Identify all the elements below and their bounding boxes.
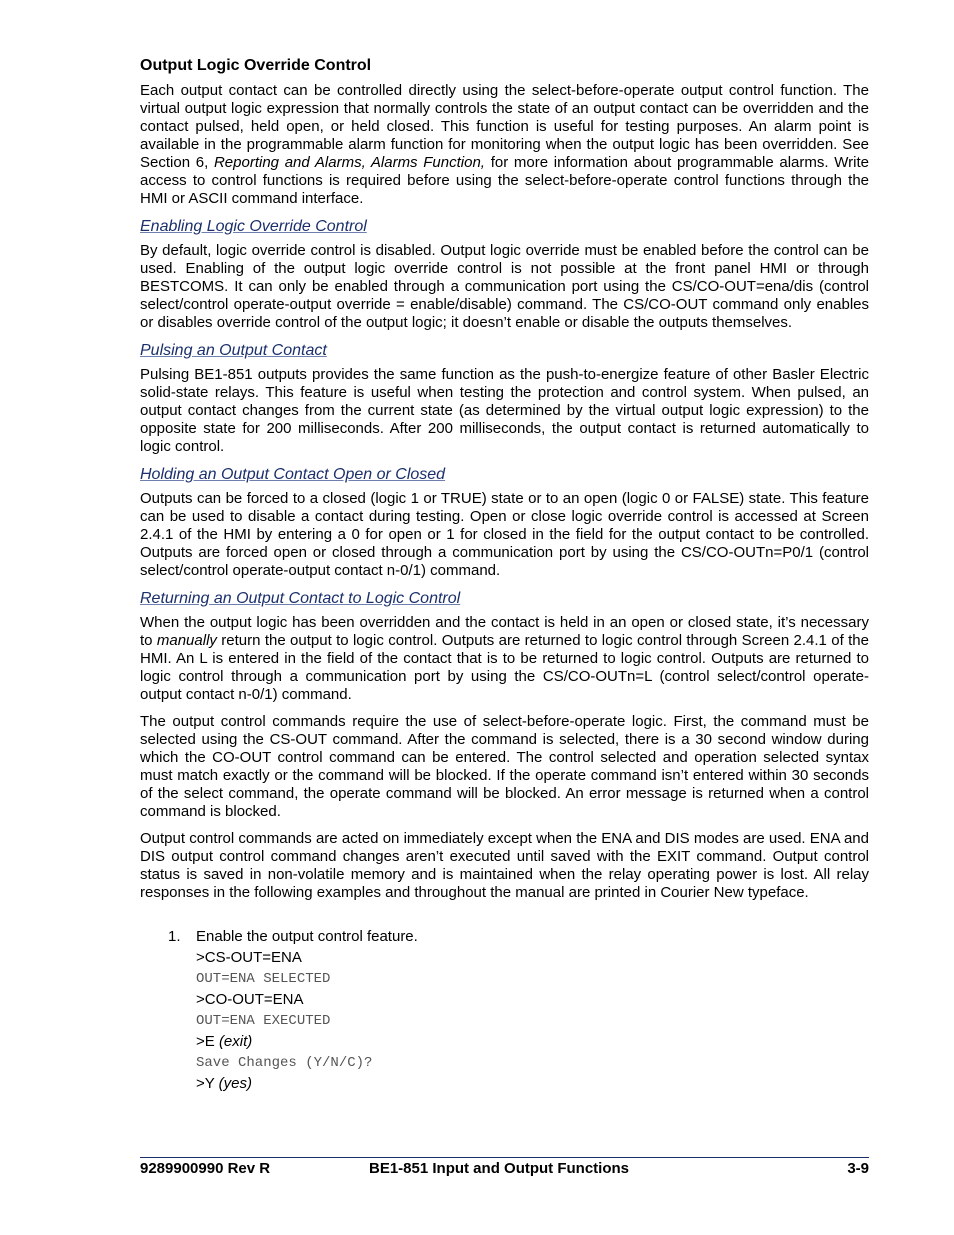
response-line: Save Changes (Y/N/C)? (196, 1055, 373, 1071)
section-title: Output Logic Override Control (140, 57, 372, 74)
command-note: (yes) (218, 1075, 253, 1092)
response-line: OUT=ENA SELECTED (196, 971, 331, 987)
intro-text: Each output contact can be controlled directly using the select-before-operate output control function. The virtual output logic expression that normally controls the state of an output contact can be overridden and the contact pulsed, held open, or held closed. This function is useful for testing purposes. An alarm point is available in the programmable alarm function for monitoring when the output logic has been overridden. See Section 6, (140, 82, 869, 171)
sbo-paragraph: The output control commands require the use of select-before-operate logic. First, the command must be selected using the CS-OUT command. After the command is selected, there is a 30 second window during which the CO-OUT control command can be entered. The control selected and operation selected syntax must match exactly or the command will be blocked. If the operate command isn’t entered within 30 seconds of the select command, the operate command will be blocked. An error message is returned when a control command is blocked. (140, 713, 869, 820)
returning-text: When the output logic has been overridden and the contact is held in an open or closed state, it’s necessary to (140, 614, 869, 649)
intro-paragraph (140, 82, 869, 208)
intro-text-end: for more information about programmable alarms. Write access to control functions is required before using the select-before-operate control functions through the HMI or ASCII command interface. (140, 154, 869, 207)
command-line (196, 1033, 869, 1051)
footer-divider (140, 1157, 869, 1158)
command-line: >CO-OUT=ENA (196, 991, 304, 1008)
heading-pulsing: Pulsing an Output Contact (140, 342, 327, 359)
command-line: >CS-OUT=ENA (196, 949, 302, 966)
enabling-paragraph: By default, logic override control is disabled. Output logic override must be enabled before the control can be used. Enabling of the output logic override control is not possible at the front panel HMI or through BESTCOMS. It can only be enabled through a communication port using the CS/CO-OUT=ena/dis (control select/control operate-output override = enable/disable) command. The CS/CO-OUT command only enables or disables override control of the output logic; it doesn’t enable or disable the outputs themselves. (140, 242, 869, 331)
command-text: >Y (196, 1075, 215, 1092)
page-content (140, 56, 869, 1096)
heading-holding: Holding an Output Contact Open or Closed (140, 466, 446, 483)
example-list (168, 928, 869, 946)
step-number: 1. (168, 928, 181, 945)
footer-doc-title: BE1-851 Input and Output Functions (369, 1160, 629, 1177)
command-note: (exit) (218, 1033, 253, 1050)
footer-doc-number: 9289900990 Rev R (140, 1160, 271, 1177)
list-item (168, 928, 869, 946)
ena-paragraph: Output control commands are acted on immediately except when the ENA and DIS modes are used. ENA and DIS output control command changes aren’t executed until saved with the EXIT command. Output control status is saved in non-volatile memory and is maintained when the relay operating power is lost. All relay responses in the following examples and throughout the manual are printed in Courier New typeface. (140, 830, 869, 901)
returning-text-end: return the output to logic control. Outputs are returned to logic control through Screen 2.4.1 of the HMI. An L is entered in the field of the contact that is to be returned to logic control. Outputs are returned to logic control through a communication port by using the CS/CO-OUTn=L (control select/control operate-output contact n-0/1) command. (140, 632, 869, 703)
command-text: >E (196, 1033, 215, 1050)
intro-reference: Reporting and Alarms, Alarms Function, (213, 154, 485, 171)
command-line (196, 1075, 869, 1093)
returning-paragraph (140, 614, 869, 704)
footer-page-number: 3-9 (847, 1160, 869, 1177)
heading-enabling: Enabling Logic Override Control (140, 218, 367, 235)
returning-emphasis: manually (156, 632, 217, 649)
pulsing-paragraph: Pulsing BE1-851 outputs provides the same function as the push-to-energize feature of other Basler Electric solid-state relays. This feature is useful when testing the protection and control system. When pulsed, an output contact changes from the current state (as determined by the virtual output logic expression) to the opposite state for 200 milliseconds. After 200 milliseconds, the output contact is returned automatically to logic control. (140, 366, 869, 455)
holding-paragraph: Outputs can be forced to a closed (logic 1 or TRUE) state or to an open (logic 0 or FALSE) state. This feature can be used to disable a contact during testing. Open or close logic override control is accessed at Screen 2.4.1 of the HMI by entering a 0 for open or 1 for closed in the field for the output contact to be controlled. Outputs are forced open or closed through a communication port by using the CS/CO-OUTn=P0/1 (control select/control operate-output contact n-0/1) command. (140, 490, 869, 579)
response-line: OUT=ENA EXECUTED (196, 1013, 331, 1029)
heading-returning: Returning an Output Contact to Logic Control (140, 590, 461, 607)
step-text: Enable the output control feature. (196, 928, 418, 945)
page-footer (140, 1160, 869, 1177)
